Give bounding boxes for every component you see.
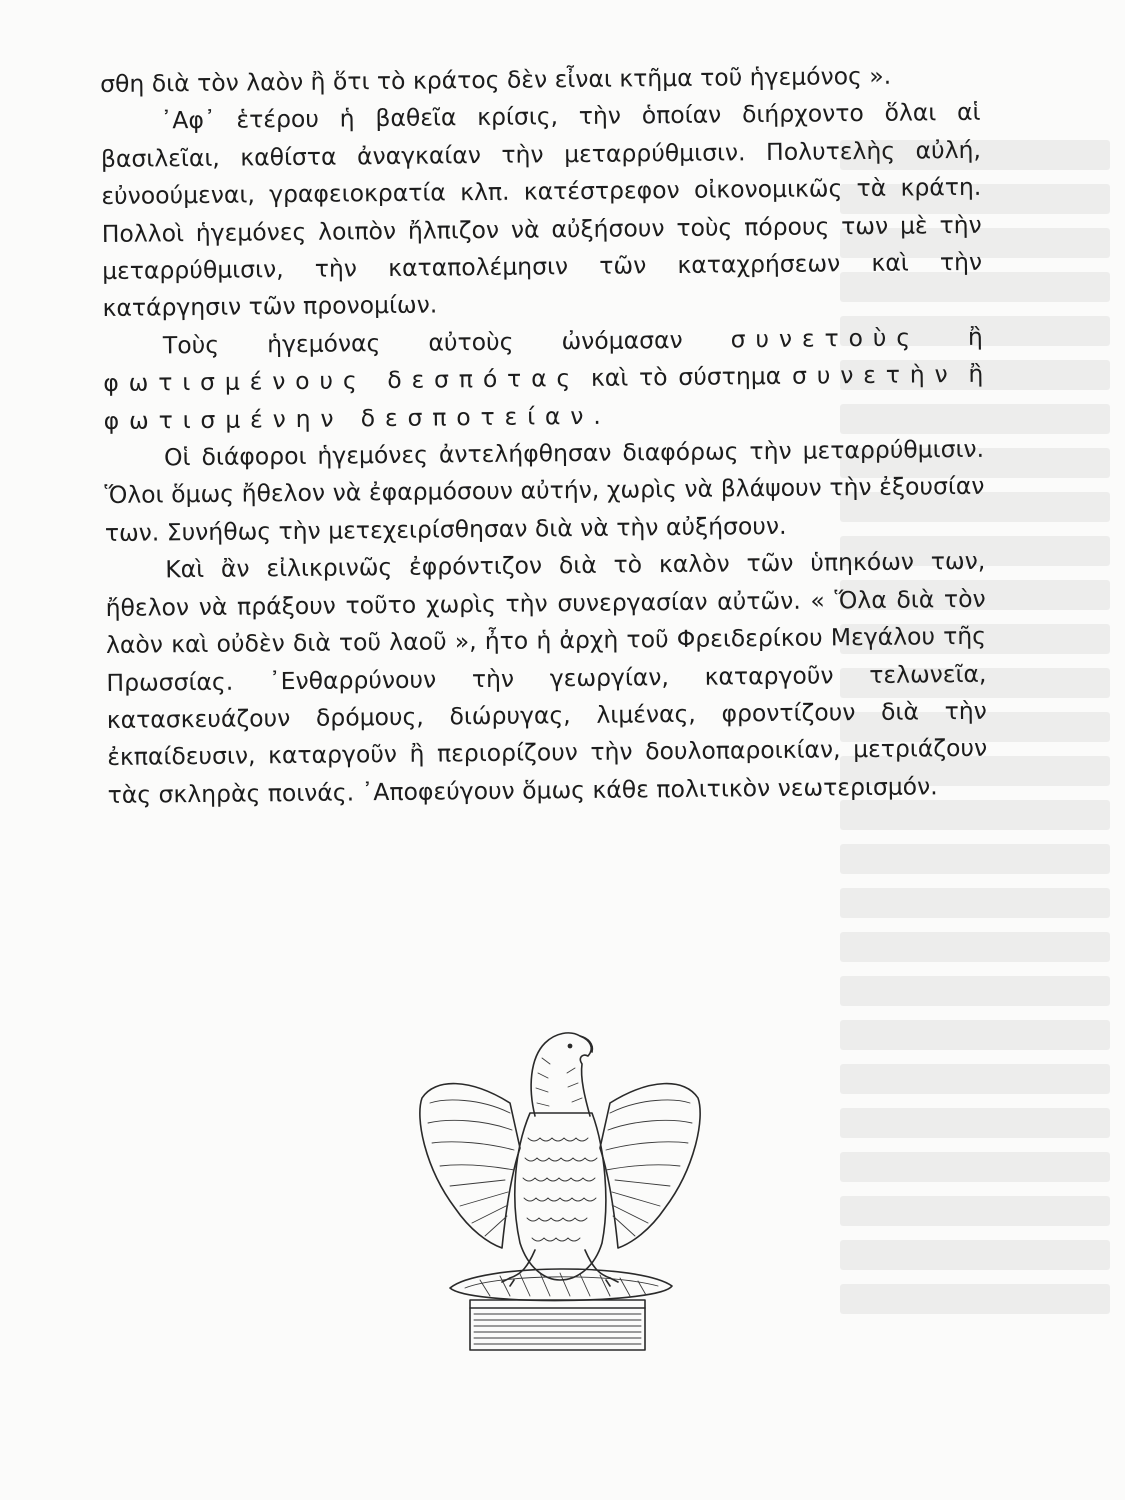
spaced-term: φωτισμένην δεσποτείαν [103,401,594,435]
spaced-term: συνετοὺς [730,323,921,354]
spaced-term: συνετὴν [791,360,958,391]
spaced-term: φωτισμένους δεσπότας [103,364,581,398]
paragraph-enlightened-despots [103,319,984,440]
page-body-text [100,57,989,886]
paragraph-frederick: Καὶ ἂν εἰλικρινῶς ἐφρόντιζον διὰ τὸ καλὸν τῶν ὑπηκόων των, ἤθελον νὰ πράξουν τοῦτο χωρὶς τὴν συνεργασίαν αὐτῶν. « Ὅλα διὰ τὸν λαὸν καὶ οὐδὲν διὰ τοῦ λαοῦ », ἦτο ἡ ἀρχὴ τοῦ Φρειδερίκου Μεγάλου τῆς Πρωσσίας. ᾿Ενθαρρύνουν τὴν γεωργίαν, καταργοῦν τελωνεῖα, κατασκευάζουν δρόμους, διώρυγας, λιμένας, φροντίζουν διὰ τὴν ἐκπαίδευσιν, καταργοῦν ἢ περιορίζουν τὴν δουλοπαροικίαν, μετριάζουν τὰς σκληρὰς ποινάς. ᾿Αποφεύγουν ὅμως κάθε πολιτικὸν νεωτερισμόν. [105,547,988,809]
eagle-illustration [410,1018,710,1353]
paragraph-reform-views: Οἱ διάφοροι ἡγεμόνες ἀντελήφθησαν διαφόρως τὴν μεταρρύθμισιν. Ὅλοι ὅμως ἤθελον νὰ ἐφαρμόσουν αὐτήν, χωρὶς νὰ βλάψουν τὴν ἐξουσίαν των. Συνήθως τὴν μετεχειρίσθησαν διὰ νὰ τὴν αὐξήσουν. [104,434,985,547]
text-run: ἢ [957,360,984,389]
paragraph-crisis: ᾿Αφ᾿ ἑτέρου ἡ βαθεῖα κρίσις, τὴν ὁποίαν διήρχοντο ὅλαι αἱ βασιλεῖαι, καθίστα ἀναγκαίαν τὴν μεταρρύθμισιν. Πολυτελὴς αὐλή, εὐνοούμεναι, γραφειοκρατία κλπ. κατέστρεφον οἰκονομικῶς τὰ κράτη. Πολλοὶ ἡγεμόνες λοιπὸν ἤλπιζον νὰ αὐξήσουν τοὺς πόρους των μὲ τὴν μεταρρύθμισιν, τὴν καταπολέμησιν τῶν καταχρήσεων καὶ τὴν κατάργησιν τῶν προνομίων. [100,98,983,323]
text-run: ἢ [919,322,984,352]
text-run: καὶ τὸ σύστημα [580,362,793,393]
eagle-on-pedestal-icon [410,1018,710,1353]
paragraph-continuation: σθη διὰ τὸν λαὸν ἢ ὅτι τὸ κράτος δὲν εἶναι κτῆμα τοῦ ἡγεμόνος ». [100,61,892,98]
text-run: Τοὺς ἡγεμόνας αὐτοὺς ὠνόμασαν [162,325,731,360]
text-run: . [593,401,601,430]
